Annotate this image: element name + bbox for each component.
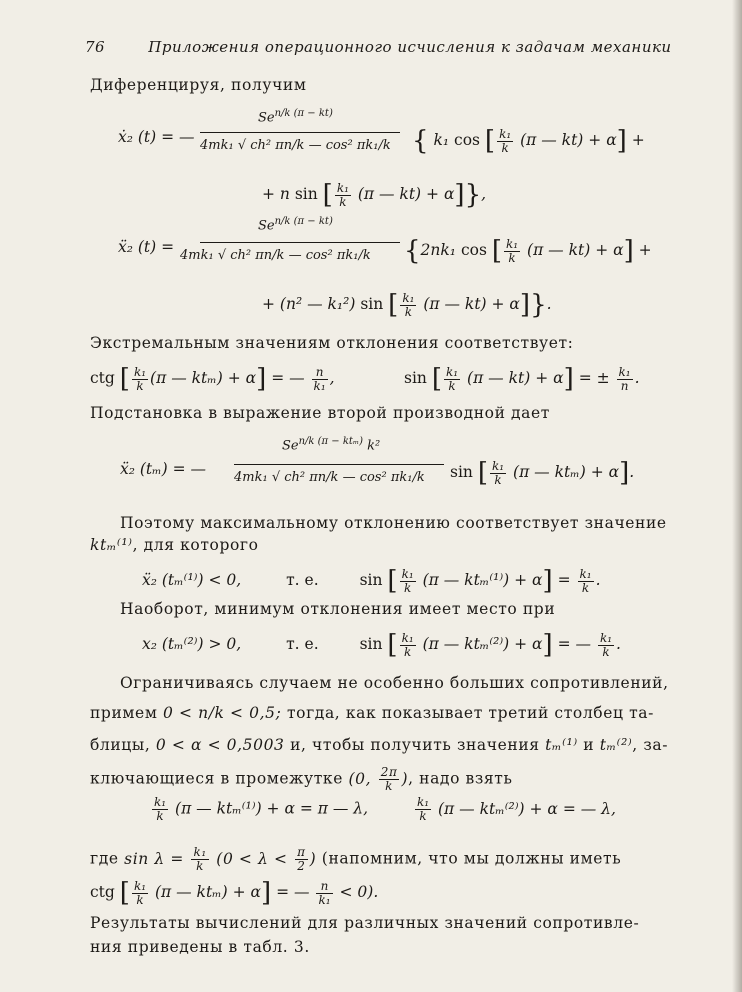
formula-first-derivative — [118, 128, 195, 146]
running-title: Приложения операционного исчисления к задачам механики — [148, 38, 672, 56]
sin-expr-3: sin [ $\frac{\text{k₁}}{k}$ (π — ktₘ) + α]. — [450, 458, 635, 488]
formula-extremal-ctg: ctg [ $\frac{\text{k₁}}{k}$ (π — ktₘ) + α] = — $\frac{n}{\text{k₁}}$ , — [90, 364, 335, 394]
lhs-second-derivative: ẍ₂ (t) = — [118, 238, 175, 256]
text-max-deviation: Поэтому максимальному отклонению соответствует значение — [120, 514, 667, 532]
denominator-3: 4mk₁ √ ch² πn/k — cos² πk₁/k — [234, 470, 425, 485]
brace-expr-2: {2nk₁ cos [ $\frac{\text{k₁}}{k}$ (π — kt) + α] + — [404, 236, 652, 266]
brace-expr-2-cont: + (n² — k₁²) sin [ $\frac{\text{k₁}}{k}$ (π — kt) + α]}. — [262, 290, 552, 320]
text-paragraph-5: где sin λ = $\frac{\text{k₁}}{k}$ (0 < λ < $\frac{\pi}{2}$ ) (напомним, что мы должны иметь — [90, 845, 622, 873]
text-paragraph-3: блицы, 0 < α < 0,5003 и, чтобы получить значения tₘ⁽¹⁾ и tₘ⁽²⁾, за- — [90, 736, 669, 754]
denominator-1: 4mk₁ √ ch² πn/k — cos² πk₁/k — [200, 138, 391, 153]
formula-max-condition: ẍ₂ (tₘ⁽¹⁾) < 0, т. е. sin [ $\frac{\text{k₁}}{k}$ (π — ktₘ⁽¹⁾) + α] = $\frac{\text{k₁}}{k}$ . — [142, 566, 601, 596]
formula-ctg-negative: ctg [ $\frac{\text{k₁}}{k}$ (π — ktₘ) + α] = — $\frac{n}{\text{k₁}}$ < 0). — [90, 878, 379, 908]
numerator-se-2: $Se^{n/k (\pi - kt)}$ — [258, 216, 333, 234]
fraction-bar-2 — [200, 242, 400, 243]
numerator-se: $Se^{n/k (\pi - kt)}$ — [258, 108, 333, 126]
numerator-se-3: $Se^{n/k (\pi - kt_m)}$ k² — [282, 436, 381, 454]
page-number: 76 — [85, 38, 106, 56]
formula-min-condition: x₂ (tₘ⁽²⁾) > 0, т. е. sin [ $\frac{\text{k₁}}{k}$ (π — ktₘ⁽²⁾) + α] = — $\frac{\text{k₁}}{k}$ . — [142, 630, 621, 660]
formula-take-values: $\frac{\text{k₁}}{k}$ (π — ktₘ⁽¹⁾) + α = π — λ, $\frac{\text{k₁}}{k}$ (π — ktₘ⁽²⁾) + α = — λ, — [154, 795, 616, 823]
text-for-which: ktₘ⁽¹⁾, для которого — [90, 536, 259, 554]
fraction-bar-1 — [200, 132, 400, 133]
text-paragraph-2: примем 0 < n/k < 0,5; тогда, как показывает третий столбец та- — [90, 704, 654, 722]
lhs-second-at-tm: ẍ₂ (tₘ) = — — [120, 460, 207, 478]
page-edge-shadow — [732, 0, 742, 992]
text-extremal: Экстремальным значениям отклонения соответствует: — [90, 334, 574, 352]
lhs-first-derivative: ẋ₂ (t) = — — [118, 128, 195, 146]
formula-second-derivative — [118, 238, 174, 256]
text-paragraph-6b: ния приведены в табл. 3. — [90, 938, 310, 956]
text-paragraph-4: ключающиеся в промежутке (0, $\frac{2\pi}{k}$ ), надо взять — [90, 765, 513, 793]
text-substitution: Подстановка в выражение второй производной дает — [90, 404, 550, 422]
text-paragraph-1: Ограничиваясь случаем не особенно больших сопротивлений, — [120, 674, 669, 692]
formula-extremal-sin: sin [ $\frac{\text{k₁}}{k}$ (π — kt) + α] = ± $\frac{\text{k₁}}{n}$ . — [404, 364, 640, 394]
brace-expr-1-cont: + n sin [ $\frac{\text{k₁}}{k}$ (π — kt) + α]}, — [262, 180, 487, 210]
text-differentiating: Диференцируя, получим — [90, 76, 307, 94]
formula-second-at-tm — [120, 460, 206, 478]
brace-expr-1: { k₁ cos [ $\frac{\text{k₁}}{k}$ (π — kt) + α] + — [412, 126, 645, 156]
fraction-bar-3 — [234, 464, 444, 465]
denominator-2: 4mk₁ √ ch² πn/k — cos² πk₁/k — [180, 248, 371, 263]
text-minimum: Наоборот, минимум отклонения имеет место при — [120, 600, 556, 618]
running-header — [85, 38, 672, 56]
text-paragraph-6a: Результаты вычислений для различных значений сопротивле- — [90, 914, 640, 932]
